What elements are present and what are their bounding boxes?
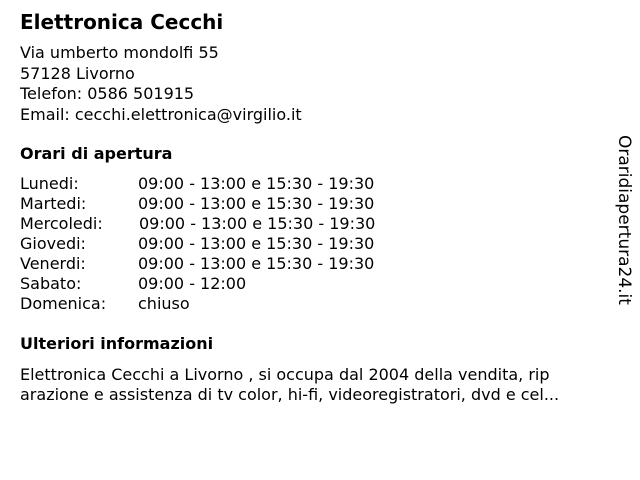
day-label: Domenica: (20, 294, 107, 313)
info-line: arazione e assistenza di tv color, hi-fi, videoregistratori, dvd e cel... (20, 385, 560, 404)
day-label: Lunedi: (20, 174, 79, 193)
address-block (20, 43, 302, 125)
additional-info-heading: Ulteriori informazioni (20, 334, 214, 353)
time-value: 09:00 - 13:00 e 15:30 - 19:30 (138, 254, 375, 273)
postal-city: 57128 Livorno (20, 63, 135, 83)
street-address: Via umberto mondolfi 55 (20, 43, 219, 62)
business-name: Elettronica Cecchi (20, 10, 224, 34)
day-label: Venerdi: (20, 254, 86, 273)
time-value: 09:00 - 13:00 e 15:30 - 19:30 (138, 234, 375, 253)
time-value: 09:00 - 13:00 e 15:30 - 19:30 (138, 174, 375, 193)
additional-info-text (20, 365, 610, 405)
day-label: Mercoledi: (20, 214, 103, 233)
phone-number: Telefon: 0586 501915 (20, 84, 195, 103)
time-value: 09:00 - 13:00 e 15:30 - 19:30 (139, 214, 376, 233)
day-label: Sabato: (20, 274, 82, 293)
day-label: Giovedi: (20, 234, 86, 253)
site-watermark (612, 135, 636, 310)
site-watermark-text: Oraridiapertura24.it (614, 135, 634, 305)
time-value: chiuso (138, 294, 190, 313)
day-label: Martedi: (20, 194, 87, 213)
info-line: Elettronica Cecchi a Livorno , si occupa dal 2004 della vendita, rip (20, 365, 550, 384)
opening-hours-heading: Orari di apertura (20, 144, 173, 163)
email-address: Email: cecchi.elettronica@virgilio.it (20, 104, 302, 124)
time-value: 09:00 - 13:00 e 15:30 - 19:30 (138, 194, 375, 213)
time-value: 09:00 - 12:00 (138, 274, 247, 293)
